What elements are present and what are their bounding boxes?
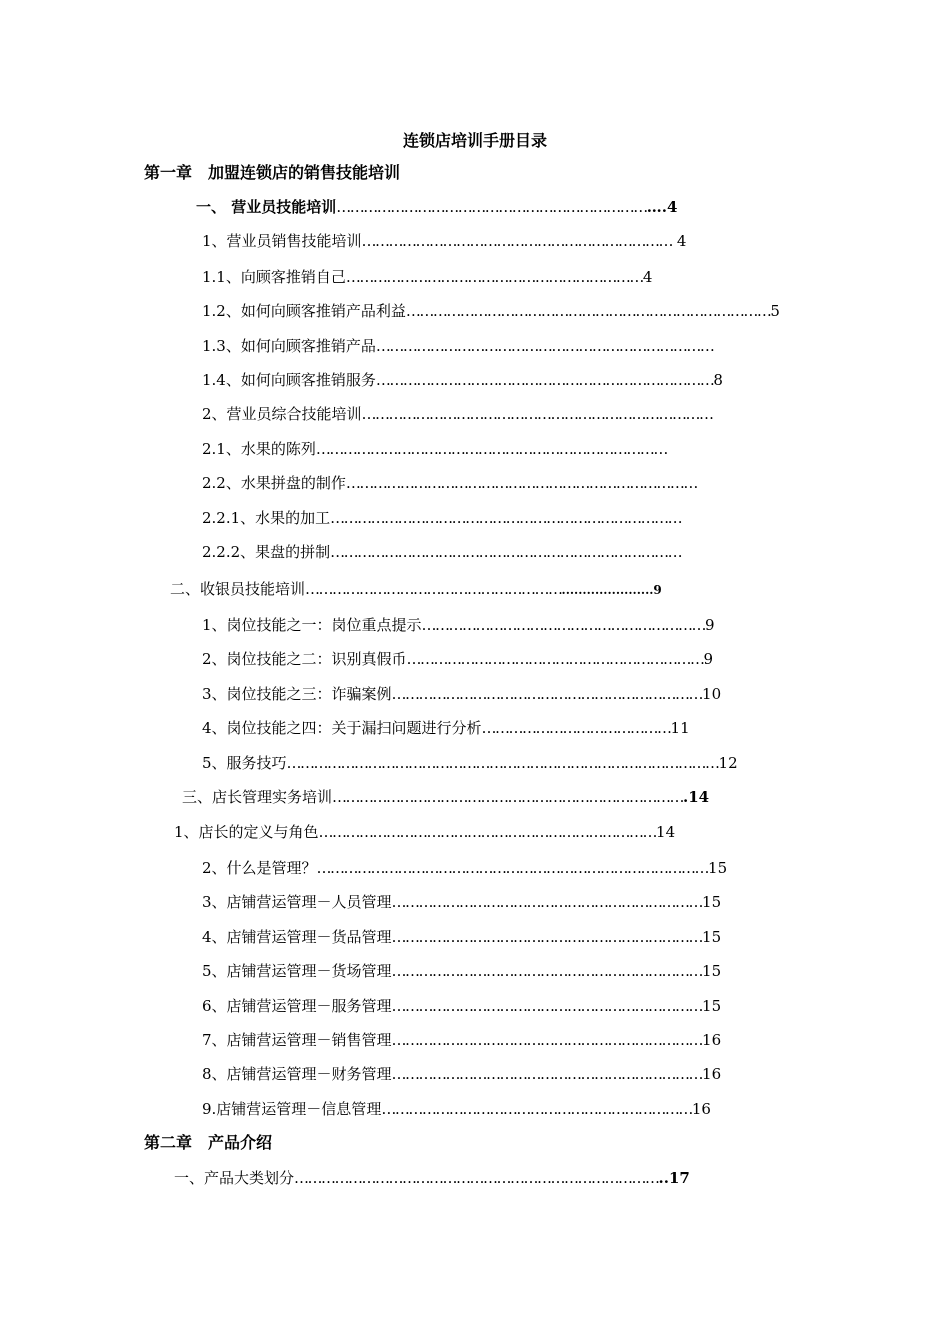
toc-leader-dots: ……………………………………………………………………… [405, 302, 771, 320]
toc-page-number: 8 [713, 371, 723, 389]
toc-page-number: ….4 [646, 198, 678, 216]
toc-entry-text: 2、岗位技能之二：识别真假币 [202, 650, 407, 668]
toc-leader-dots: …………………………………………………………… [391, 928, 703, 946]
toc-leader-dots: ………………………………………………………… [406, 650, 704, 668]
toc-page-number: 9 [703, 650, 714, 668]
toc-page-number: 16 [702, 1031, 722, 1049]
toc-leader-dots: …………………………………………………………………… [330, 543, 682, 561]
toc-page-number: .14 [683, 788, 710, 806]
toc-entry [202, 615, 715, 635]
toc-leader-dots: …………………………………………………………… [336, 198, 647, 216]
toc-entry-text: 1.2、如何向顾客推销产品利益 [202, 302, 406, 320]
toc-entry-text: 一、 营业员技能培训 [196, 198, 337, 216]
toc-entry [202, 473, 697, 493]
toc-entry [202, 927, 721, 947]
toc-entry [202, 753, 738, 773]
toc-entry-text: 一、产品大类划分 [174, 1169, 295, 1187]
toc-page-number: 5 [770, 302, 780, 320]
toc-leader-dots: …………………………………………………………………… [332, 788, 684, 806]
toc-entry [202, 718, 690, 738]
toc-entry-text: 7、店铺营运管理－销售管理 [202, 1031, 392, 1049]
toc-entry-text: 二、收银员技能培训 [170, 580, 306, 598]
toc-entry-text: 2、什么是管理？ [202, 859, 317, 877]
toc-entry [202, 996, 721, 1016]
toc-leader-dots: …………………………………………………………… [391, 1031, 703, 1049]
toc-page-number: 10 [702, 685, 722, 703]
toc-entry [202, 508, 681, 528]
toc-entry-text: 1、营业员销售技能培训 [202, 232, 362, 250]
toc-entry [202, 267, 652, 287]
toc-entry-text: 2.2、水果拼盘的制作 [202, 474, 346, 492]
toc-entry-text: 第二章 产品介绍 [144, 1133, 273, 1152]
toc-page-number: ......................9 [561, 583, 662, 597]
toc-entry [202, 649, 713, 669]
toc-page-number: 16 [702, 1065, 722, 1083]
toc-leader-dots: ………………………………………………………… [345, 268, 643, 286]
toc-entry [202, 404, 713, 424]
toc-leader-dots: …………………………………………………………………………… [316, 859, 709, 877]
toc-entry [202, 301, 780, 321]
toc-entry [202, 1099, 711, 1119]
toc-entry-text: 3、岗位技能之三：诈骗案例 [202, 685, 392, 703]
toc-leader-dots: ……………………………………………………………………… [294, 1169, 659, 1187]
toc-entry-text: 三、店长管理实务培训 [182, 788, 333, 806]
toc-entry [182, 787, 709, 807]
toc-page-number: 15 [702, 997, 722, 1015]
toc-entry-text: 5、服务技巧 [202, 754, 287, 772]
toc-page-number: ..17 [658, 1169, 690, 1187]
toc-entry-text: 1.4、如何向顾客推销服务 [202, 371, 376, 389]
toc-entry [202, 542, 681, 562]
toc-entry-text: 4、店铺营运管理－货品管理 [202, 928, 392, 946]
toc-entry [202, 1030, 721, 1050]
toc-leader-dots: ………………………………………………………………… [375, 371, 714, 389]
toc-leader-dots: …………………………………………………………… [391, 893, 703, 911]
toc-page-number: 11 [670, 719, 690, 737]
toc-entry-text: 2.1、水果的陈列 [202, 440, 316, 458]
toc-entry [202, 336, 713, 356]
toc-page-number: 9 [705, 616, 715, 634]
toc-entry [174, 822, 675, 842]
toc-page-number: 12 [718, 754, 738, 772]
toc-page-number: 15 [702, 893, 722, 911]
toc-page-number: 16 [691, 1100, 711, 1118]
toc-entry-text: 1、店长的定义与角色 [174, 823, 319, 841]
toc-leader-dots: …………………………………………………………………………………… [286, 754, 719, 772]
toc-page-number: 4 [642, 268, 653, 286]
toc-leader-dots: …………………………………………………………… [361, 232, 673, 250]
toc-leader-dots: …………………………………………………………………… [330, 509, 682, 527]
toc-entry [196, 197, 677, 217]
toc-leader-dots: ………………………………………………… [305, 580, 562, 598]
toc-leader-dots: …………………………………………………………………… [345, 474, 697, 492]
toc-entry [202, 684, 721, 704]
toc-entry-text: 1.1、向顾客推销自己 [202, 268, 346, 286]
toc-page-number: 15 [708, 859, 728, 877]
toc-leader-dots: …………………………………………………………… [381, 1100, 692, 1118]
toc-entry [170, 579, 662, 600]
toc-entry-text: 6、店铺营运管理－服务管理 [202, 997, 392, 1015]
toc-leader-dots: …………………………………………………………………… [315, 440, 667, 458]
toc-entry [202, 892, 721, 912]
toc-page-number: 14 [656, 823, 676, 841]
toc-leader-dots: …………………………………………………………………… [361, 405, 713, 423]
toc-entry-text: 1、岗位技能之一：岗位重点提示 [202, 616, 422, 634]
toc-page-number: 15 [702, 962, 722, 980]
toc-entry-text: 3、店铺营运管理－人员管理 [202, 893, 392, 911]
toc-leader-dots: …………………………………………………………… [391, 962, 703, 980]
toc-entry-text: 第一章 加盟连锁店的销售技能培训 [144, 163, 401, 182]
toc-leader-dots: …………………………………………………………… [391, 685, 703, 703]
toc-chapter-2 [144, 1133, 272, 1153]
toc-page-number: 4 [672, 232, 687, 250]
toc-leader-dots: ………………………………………………………………… [375, 337, 714, 355]
toc-entry [202, 961, 721, 981]
document-title: 连锁店培训手册目录 [402, 131, 547, 150]
toc-entry-text: 2.2.1、水果的加工 [202, 509, 331, 527]
toc-entry [202, 1064, 721, 1084]
toc-entry-text: 4、岗位技能之四：关于漏扫问题进行分析 [202, 719, 482, 737]
toc-entry-text: 2.2.2、果盘的拼制 [202, 543, 331, 561]
toc-entry-text: 9.店铺营运管理－信息管理 [202, 1100, 382, 1118]
toc-leader-dots: ………………………………………………………………… [318, 823, 657, 841]
toc-leader-dots: …………………………………………………………… [391, 1065, 703, 1083]
toc-leader-dots: …………………………………………………………… [391, 997, 703, 1015]
toc-entry [202, 231, 686, 251]
toc-entry [202, 858, 727, 878]
toc-entry [174, 1168, 690, 1188]
toc-leader-dots: ……………………………………………………… [421, 616, 706, 634]
toc-entry-text: 8、店铺营运管理－财务管理 [202, 1065, 392, 1083]
toc-entry-text: 5、店铺营运管理－货场管理 [202, 962, 392, 980]
toc-chapter-1 [144, 163, 400, 183]
toc-entry [202, 439, 667, 459]
toc-entry-text: 2、营业员综合技能培训 [202, 405, 362, 423]
toc-page-number: 15 [702, 928, 722, 946]
toc-entry-text: 1.3、如何向顾客推销产品 [202, 337, 376, 355]
toc-leader-dots: …………………………………… [481, 719, 671, 737]
toc-entry [202, 370, 723, 390]
